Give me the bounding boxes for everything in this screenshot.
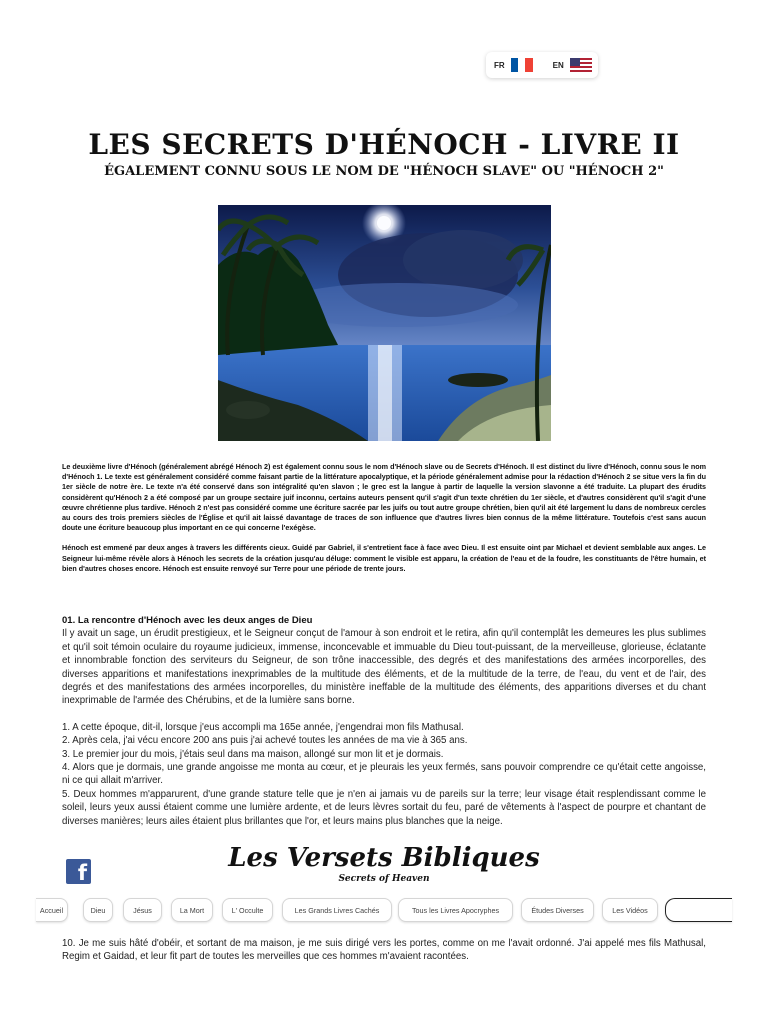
nav-item-grands-livres-caches[interactable]: Les Grands Livres Cachés <box>282 898 392 922</box>
verse: 1. A cette époque, dit-il, lorsque j'eus accompli ma 165e année, j'engendrai mon fils Mathusal. <box>62 721 464 733</box>
facebook-icon[interactable]: f <box>66 859 91 884</box>
nav-item-accueil[interactable]: Accueil <box>36 898 68 922</box>
site-name[interactable]: Les Versets Bibliques <box>228 843 540 873</box>
language-fr[interactable] <box>494 58 533 72</box>
hero-image-moonlit-beach <box>218 205 551 441</box>
nav-item-more[interactable] <box>665 898 732 922</box>
verse: 2. Après cela, j'ai vécu encore 200 ans puis j'ai achevé toutes les années de ma vie à 365 ans. <box>62 735 468 747</box>
language-en-label: EN <box>552 60 564 70</box>
nav-item-occulte[interactable]: L' Occulte <box>222 898 273 922</box>
language-en[interactable] <box>553 58 592 72</box>
intro-paragraph: Hénoch est emmené par deux anges à travers les différents cieux. Guidé par Gabriel, il s'entretient face à face avec Dieu. Il est ensuite oint par Michael et devient semblable aux anges. Le Seigneur lui-même révèle alors à Hénoch les secrets de la création jusqu'au déluge: comment le visible est apparu, la création de l'eau et de la foudre, les constituants de l'être humain, et bien d'autres choses encore. Hénoch est ensuite renvoyé sur Terre pour une période de trente jours. <box>62 543 706 573</box>
verse: 10. Je me suis hâté d'obéir, et sortant de ma maison, je me suis dirigé vers les portes, comme on me l'avait ordonné. J'ai appelé mes fils Mathusal, Regim et Gaidad, et leur fit part de toutes les merveilles que ces hommes m'avaient racontées. <box>62 938 706 963</box>
nav-item-jesus[interactable]: Jésus <box>123 898 162 922</box>
chapter-section <box>62 614 706 828</box>
nav-item-livres-apocryphes[interactable]: Tous les Livres Apocryphes <box>398 898 513 922</box>
introduction <box>62 462 706 574</box>
page-title: LES SECRETS D'HÉNOCH - LIVRE II <box>88 128 680 161</box>
nav-item-etudes-diverses[interactable]: Études Diverses <box>521 898 594 922</box>
nav-item-dieu[interactable]: Dieu <box>83 898 113 922</box>
verse-list <box>62 721 706 828</box>
main-nav <box>36 898 732 924</box>
nav-item-la-mort[interactable]: La Mort <box>171 898 213 922</box>
chapter-paragraph: Il y avait un sage, un érudit prestigieux, et le Seigneur conçut de l'amour à son endroit et le retira, afin qu'il contemplât les demeures les plus sublimes et qu'il soit témoin oculaire du royaume judicieux, immense, inconcevable et immuable du Dieu tout-puissant, de la merveilleuse, glorieuse, éclatante et innombrable fonction des serviteurs du Seigneur, de son trône inaccessible, des degrés et des manifestations des armées incorporelles, des diverses apparitions et manifestations inexprimables de la multitude des éléments, et de la multitude de la terre, de l'eau, du vent et de l'air, des degrés et des manifestations des armées incorporelles, du ministère ineffable de la multitude des éléments, des apparitions diverses et du chant inexprimable de l'armée des Chérubins, et de la lumière sans borne. <box>62 628 706 707</box>
nav-item-les-videos[interactable]: Les Vidéos <box>602 898 658 922</box>
language-fr-label: FR <box>494 60 505 70</box>
verse: 3. Le premier jour du mois, j'étais seul dans ma maison, allongé sur mon lit et je dormais. <box>62 748 444 760</box>
us-flag-icon <box>570 58 592 72</box>
page-subtitle: ÉGALEMENT CONNU SOUS LE NOM DE "HÉNOCH SLAVE" OU "HÉNOCH 2" <box>104 164 664 179</box>
verse: 4. Alors que je dormais, une grande angoisse me monta au cœur, et je pleurais les yeux fermés, sans pouvoir comprendre ce qu'était cette angoisse, ni ce qui allait m'arriver. <box>62 762 706 787</box>
chapter-heading: 01. La rencontre d'Hénoch avec les deux anges de Dieu <box>62 615 313 626</box>
site-tagline: Secrets of Heaven <box>338 874 430 884</box>
verse: 5. Deux hommes m'apparurent, d'une grande stature telle que je n'en ai jamais vu de pareils sur la terre; leur visage était resplendissant comme le soleil, leurs yeux aussi étaient comme une lumière ardente, et de leurs lèvres sortait du feu, paré de vêtements à l'aspect de pourpre et chantant de diverses manières; leurs ailes étaient plus brillantes que l'or, et leurs mains plus blanches que la neige. <box>62 788 706 827</box>
language-switcher <box>486 52 598 78</box>
fr-flag-icon <box>511 58 533 72</box>
intro-paragraph: Le deuxième livre d'Hénoch (généralement abrégé Hénoch 2) est également connu sous le nom d'Hénoch slave ou de Secrets d'Hénoch. Il est distinct du livre d'Hénoch, connu sous le nom d'Hénoch 1. Le texte est généralement considéré comme faisant partie de la littérature apocalyptique, et la période généralement admise pour la rédaction d'Hénoch 2 se situe vers la fin du 1er siècle de notre ère. Le texte n'a été conservé dans son intégralité qu'en slavon ; le grec est la langue à partir de laquelle la version slavonne a été traduite. La plupart des érudits considèrent qu'Hénoch 2 a été composé par un groupe sectaire juif inconnu, certains auteurs pensent qu'il s'agit d'un texte chrétien du 1er siècle, et d'autres considèrent qu'il s'agit d'une œuvre chrétienne plus tardive. Hénoch 2 n'est pas considéré comme une écriture sacrée par les juifs ou tout autre groupe chrétien, bien qu'il ait été largement lu dans de nombreux cercles au cours des trois premiers siècles de l'Église et qu'il ait laissé davantage de traces de son influence que d'autres livres bien connus de la même littérature. Toutefois c'est sans aucun doute une écriture beaucoup plus important en ce qui concerne l'exégèse. <box>62 462 706 533</box>
